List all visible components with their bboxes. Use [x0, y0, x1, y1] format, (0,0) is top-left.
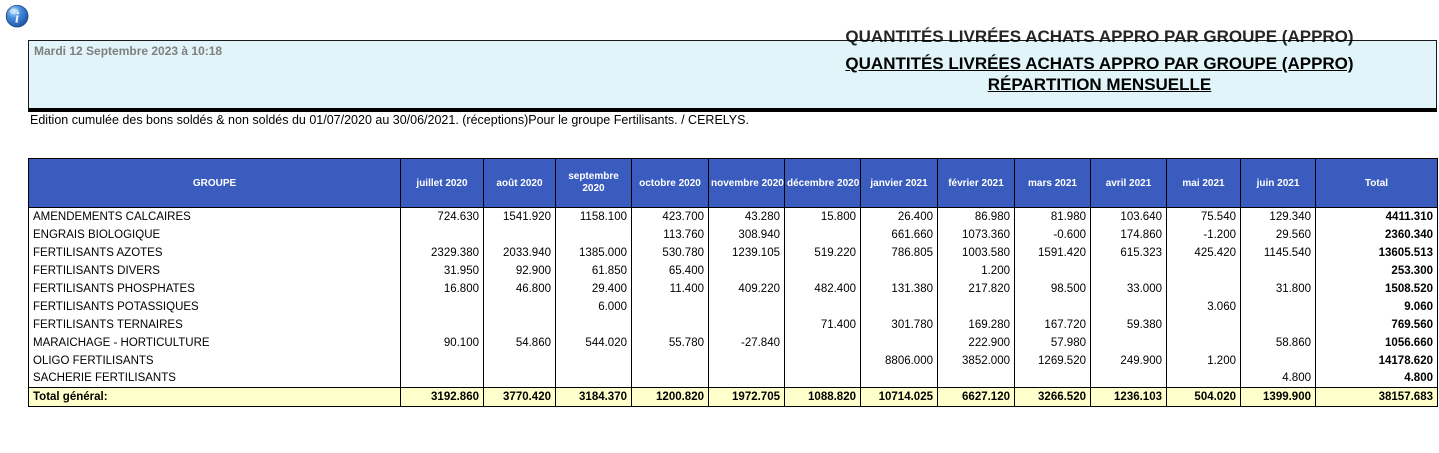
value-cell — [556, 226, 632, 244]
value-cell: 2329.380 — [401, 244, 484, 262]
value-cell: 31.950 — [401, 262, 484, 280]
value-cell: 61.850 — [556, 262, 632, 280]
column-header: mars 2021 — [1015, 159, 1091, 208]
value-cell — [401, 316, 484, 334]
value-cell — [484, 316, 556, 334]
table-row — [29, 226, 1438, 244]
value-cell — [709, 316, 785, 334]
grand-total-row — [29, 388, 1438, 407]
value-cell — [1241, 352, 1316, 370]
value-cell — [401, 352, 484, 370]
value-cell: 65.400 — [632, 262, 709, 280]
column-header: février 2021 — [938, 159, 1015, 208]
row-total-cell: 13605.513 — [1316, 244, 1438, 262]
value-cell: 31.800 — [1241, 280, 1316, 298]
value-cell: 169.280 — [938, 316, 1015, 334]
value-cell: 615.323 — [1091, 244, 1167, 262]
value-cell: 786.805 — [861, 244, 938, 262]
value-cell: 1.200 — [1167, 352, 1241, 370]
value-cell: 308.940 — [709, 226, 785, 244]
value-cell: 301.780 — [861, 316, 938, 334]
table-row — [29, 316, 1438, 334]
table-row — [29, 334, 1438, 352]
value-cell — [556, 370, 632, 388]
value-cell — [1167, 262, 1241, 280]
group-name-cell: MARAICHAGE - HORTICULTURE — [29, 334, 401, 352]
value-cell: 33.000 — [1091, 280, 1167, 298]
value-cell: 103.640 — [1091, 208, 1167, 226]
grand-total-value-cell: 10714.025 — [861, 388, 938, 407]
value-cell: 2033.940 — [484, 244, 556, 262]
value-cell — [1167, 280, 1241, 298]
value-cell: 55.780 — [632, 334, 709, 352]
value-cell — [1015, 298, 1091, 316]
grand-total-value-cell: 504.020 — [1167, 388, 1241, 407]
table-row — [29, 208, 1438, 226]
report-table-container — [28, 158, 1437, 407]
value-cell: 92.900 — [484, 262, 556, 280]
value-cell — [709, 298, 785, 316]
table-row — [29, 262, 1438, 280]
value-cell: 43.280 — [709, 208, 785, 226]
value-cell: 75.540 — [1167, 208, 1241, 226]
edition-subtitle: Edition cumulée des bons soldés & non soldés du 01/07/2020 au 30/06/2021. (réceptions)Pour le groupe Fertilisants. / CERELYS. — [30, 113, 749, 127]
value-cell: -0.600 — [1015, 226, 1091, 244]
row-total-cell: 4411.310 — [1316, 208, 1438, 226]
value-cell: 86.980 — [938, 208, 1015, 226]
value-cell: -27.840 — [709, 334, 785, 352]
table-row — [29, 352, 1438, 370]
column-header: août 2020 — [484, 159, 556, 208]
value-cell: 29.400 — [556, 280, 632, 298]
value-cell: 16.800 — [401, 280, 484, 298]
value-cell — [484, 370, 556, 388]
report-table — [28, 158, 1438, 407]
value-cell — [1015, 370, 1091, 388]
value-cell — [861, 262, 938, 280]
value-cell: 217.820 — [938, 280, 1015, 298]
value-cell — [484, 226, 556, 244]
value-cell — [632, 316, 709, 334]
clipped-title-artifact: QUANTITÉS LIVRÉES ACHATS APPRO PAR GROUPE (APPRO) — [845, 27, 1354, 46]
value-cell — [785, 370, 861, 388]
grand-total-value-cell: 1088.820 — [785, 388, 861, 407]
table-row — [29, 280, 1438, 298]
value-cell: 249.900 — [1091, 352, 1167, 370]
value-cell: 167.720 — [1015, 316, 1091, 334]
value-cell — [785, 352, 861, 370]
group-name-cell: ENGRAIS BIOLOGIQUE — [29, 226, 401, 244]
value-cell: 174.860 — [1091, 226, 1167, 244]
value-cell: 4.800 — [1241, 370, 1316, 388]
grand-total-value-cell: 6627.120 — [938, 388, 1015, 407]
value-cell — [861, 298, 938, 316]
value-cell: 222.900 — [938, 334, 1015, 352]
value-cell: 661.660 — [861, 226, 938, 244]
column-header: décembre 2020 — [785, 159, 861, 208]
value-cell: 1541.920 — [484, 208, 556, 226]
value-cell: 57.980 — [1015, 334, 1091, 352]
group-name-cell: FERTILISANTS PHOSPHATES — [29, 280, 401, 298]
value-cell — [1091, 262, 1167, 280]
grand-total-value-cell: 1399.900 — [1241, 388, 1316, 407]
value-cell: 409.220 — [709, 280, 785, 298]
report-header-panel — [28, 27, 1437, 112]
row-total-cell: 9.060 — [1316, 298, 1438, 316]
value-cell: 425.420 — [1167, 244, 1241, 262]
grand-total-value-cell: 3184.370 — [556, 388, 632, 407]
value-cell: 98.500 — [1015, 280, 1091, 298]
report-title-line2: RÉPARTITION MENSUELLE — [987, 75, 1212, 94]
table-header-row — [29, 159, 1438, 208]
group-name-cell: FERTILISANTS AZOTES — [29, 244, 401, 262]
value-cell — [938, 370, 1015, 388]
value-cell — [632, 370, 709, 388]
column-header: avril 2021 — [1091, 159, 1167, 208]
value-cell: 59.380 — [1091, 316, 1167, 334]
value-cell: 1145.540 — [1241, 244, 1316, 262]
value-cell: 724.630 — [401, 208, 484, 226]
value-cell — [785, 298, 861, 316]
value-cell: 26.400 — [861, 208, 938, 226]
report-title — [771, 53, 1428, 95]
value-cell — [401, 226, 484, 244]
group-name-cell: SACHERIE FERTILISANTS — [29, 370, 401, 388]
value-cell — [556, 352, 632, 370]
value-cell: 544.020 — [556, 334, 632, 352]
value-cell — [1091, 370, 1167, 388]
column-header: mai 2021 — [1167, 159, 1241, 208]
value-cell: 131.380 — [861, 280, 938, 298]
value-cell: 54.860 — [484, 334, 556, 352]
row-total-cell: 1508.520 — [1316, 280, 1438, 298]
value-cell: 1269.520 — [1015, 352, 1091, 370]
grand-total-value-cell: 1200.820 — [632, 388, 709, 407]
value-cell — [1091, 334, 1167, 352]
value-cell: 58.860 — [1241, 334, 1316, 352]
group-name-cell: FERTILISANTS POTASSIQUES — [29, 298, 401, 316]
value-cell: 1385.000 — [556, 244, 632, 262]
column-header: juin 2021 — [1241, 159, 1316, 208]
report-title-line1: QUANTITÉS LIVRÉES ACHATS APPRO PAR GROUPE (APPRO) — [845, 54, 1354, 73]
column-header: novembre 2020 — [709, 159, 785, 208]
row-total-cell: 253.300 — [1316, 262, 1438, 280]
column-header: juillet 2020 — [401, 159, 484, 208]
value-cell: 113.760 — [632, 226, 709, 244]
value-cell — [1167, 334, 1241, 352]
group-name-cell: FERTILISANTS TERNAIRES — [29, 316, 401, 334]
value-cell: 15.800 — [785, 208, 861, 226]
row-total-cell: 1056.660 — [1316, 334, 1438, 352]
value-cell — [1241, 316, 1316, 334]
grand-total-value-cell: 3266.520 — [1015, 388, 1091, 407]
value-cell — [861, 334, 938, 352]
value-cell — [632, 298, 709, 316]
value-cell — [1091, 298, 1167, 316]
value-cell — [1015, 262, 1091, 280]
column-header: Total — [1316, 159, 1438, 208]
value-cell — [709, 352, 785, 370]
value-cell — [785, 226, 861, 244]
value-cell — [785, 262, 861, 280]
value-cell — [785, 334, 861, 352]
value-cell: 3.060 — [1167, 298, 1241, 316]
value-cell — [1241, 298, 1316, 316]
value-cell: 3852.000 — [938, 352, 1015, 370]
table-row — [29, 298, 1438, 316]
value-cell: 1158.100 — [556, 208, 632, 226]
value-cell: 11.400 — [632, 280, 709, 298]
table-row — [29, 244, 1438, 262]
value-cell: 1591.420 — [1015, 244, 1091, 262]
value-cell: 1239.105 — [709, 244, 785, 262]
value-cell: 6.000 — [556, 298, 632, 316]
value-cell: -1.200 — [1167, 226, 1241, 244]
row-total-cell: 769.560 — [1316, 316, 1438, 334]
grand-total-value-cell: 1972.705 — [709, 388, 785, 407]
value-cell: 1003.580 — [938, 244, 1015, 262]
info-icon[interactable] — [4, 3, 32, 31]
group-name-cell: OLIGO FERTILISANTS — [29, 352, 401, 370]
value-cell — [556, 316, 632, 334]
group-name-cell: AMENDEMENTS CALCAIRES — [29, 208, 401, 226]
svg-text:i: i — [15, 10, 20, 27]
column-header: octobre 2020 — [632, 159, 709, 208]
value-cell — [1241, 262, 1316, 280]
row-total-cell: 14178.620 — [1316, 352, 1438, 370]
value-cell: 1073.360 — [938, 226, 1015, 244]
value-cell — [484, 298, 556, 316]
value-cell — [709, 370, 785, 388]
value-cell: 519.220 — [785, 244, 861, 262]
grand-total-cell: 38157.683 — [1316, 388, 1438, 407]
grand-total-label-cell: Total général: — [29, 388, 401, 407]
value-cell — [401, 298, 484, 316]
value-cell — [1167, 370, 1241, 388]
value-cell — [484, 352, 556, 370]
column-header: GROUPE — [29, 159, 401, 208]
grand-total-value-cell: 1236.103 — [1091, 388, 1167, 407]
value-cell: 1.200 — [938, 262, 1015, 280]
row-total-cell: 4.800 — [1316, 370, 1438, 388]
value-cell — [709, 262, 785, 280]
value-cell: 46.800 — [484, 280, 556, 298]
value-cell: 29.560 — [1241, 226, 1316, 244]
row-total-cell: 2360.340 — [1316, 226, 1438, 244]
grand-total-value-cell: 3192.860 — [401, 388, 484, 407]
value-cell: 71.400 — [785, 316, 861, 334]
value-cell: 129.340 — [1241, 208, 1316, 226]
value-cell — [938, 298, 1015, 316]
report-datetime: Mardi 12 Septembre 2023 à 10:18 — [34, 44, 223, 58]
group-name-cell: FERTILISANTS DIVERS — [29, 262, 401, 280]
value-cell: 81.980 — [1015, 208, 1091, 226]
column-header: septembre 2020 — [556, 159, 632, 208]
value-cell — [861, 370, 938, 388]
value-cell: 8806.000 — [861, 352, 938, 370]
info-icon-glyph — [4, 3, 32, 31]
column-header: janvier 2021 — [861, 159, 938, 208]
grand-total-value-cell: 3770.420 — [484, 388, 556, 407]
value-cell — [1167, 316, 1241, 334]
value-cell: 423.700 — [632, 208, 709, 226]
value-cell — [632, 352, 709, 370]
value-cell: 482.400 — [785, 280, 861, 298]
value-cell: 530.780 — [632, 244, 709, 262]
value-cell — [401, 370, 484, 388]
table-row — [29, 370, 1438, 388]
value-cell: 90.100 — [401, 334, 484, 352]
